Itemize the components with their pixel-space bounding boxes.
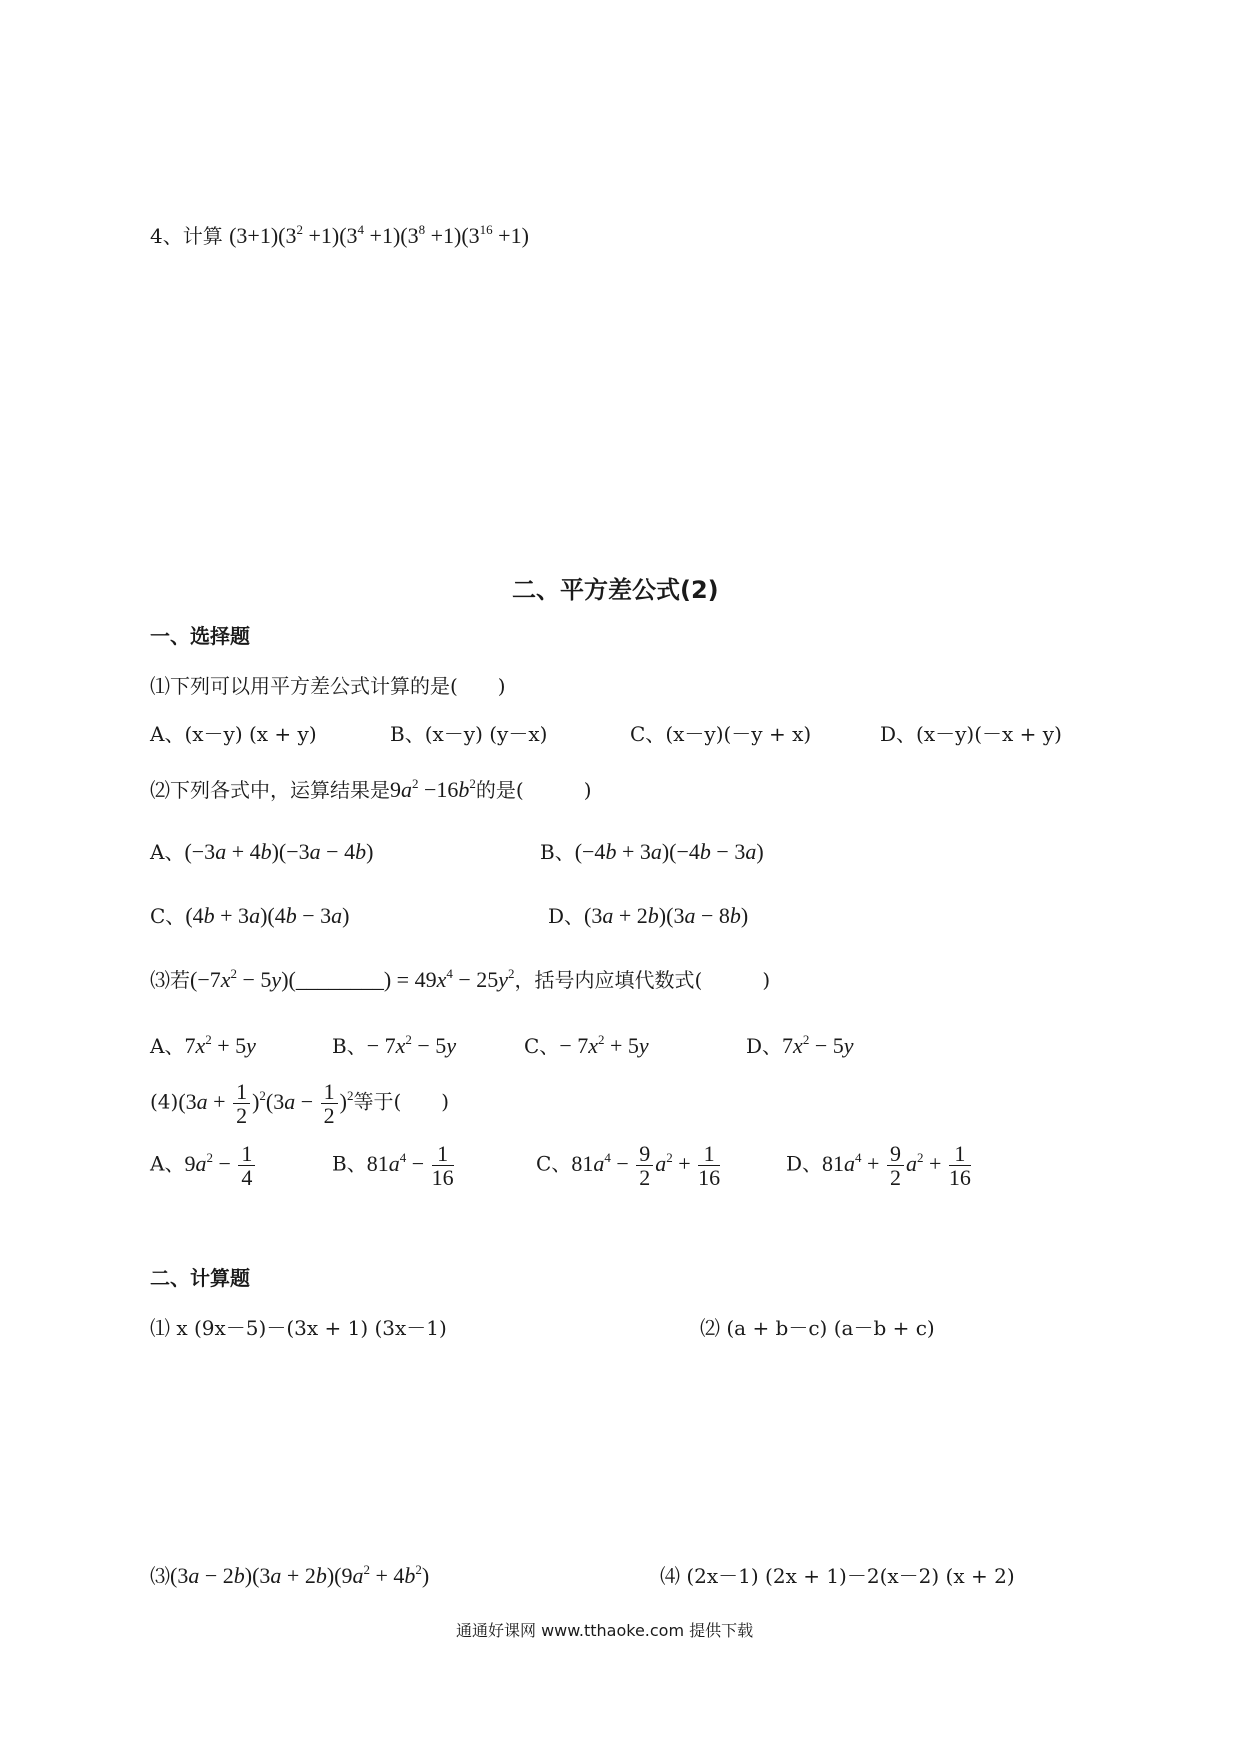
option-expression: $7x^2 + 5y$ [184, 1032, 256, 1058]
problem-4-option-b [332, 1142, 456, 1189]
problem-1-option-b [390, 718, 547, 747]
problem-1-option-d [880, 718, 1062, 747]
option-label: B、 [540, 840, 575, 864]
problem-2-option-c [150, 900, 349, 929]
option-expression: − $7x^2 + 5y$ [559, 1032, 649, 1058]
calc-problem-4: ⑷ (2x－1) (2x + 1)－2(x－2) (x + 2) [660, 1564, 1015, 1588]
problem-3-option-c [524, 1030, 649, 1059]
option-label: B、 [390, 722, 425, 746]
option-label: B、 [332, 1151, 367, 1176]
stem-label: (4) [150, 1089, 179, 1114]
question-4-expression: $(3+1)(3^2 +1)(3^4 +1)(3^8 +1)(3^{16} +1)$ [229, 222, 529, 248]
problem-2-option-d [548, 900, 748, 929]
option-label: D、 [548, 904, 585, 928]
stem-text: ⑶若 [150, 968, 190, 992]
problem-4-option-c [536, 1142, 722, 1189]
page-footer: 通通好课网 www.tthaoke.com 提供下载 [456, 1621, 754, 1640]
question-4-label: 4、计算 [150, 224, 223, 248]
stem-text: 等于( ) [353, 1089, 450, 1114]
problem-4-option-d [786, 1142, 973, 1189]
problem-3-stem [150, 964, 770, 993]
option-expression: $9a^2$ − $\frac{1}{4}$ [184, 1151, 257, 1176]
option-expression: − $7x^2 - 5y$ [366, 1032, 457, 1058]
option-label: A、 [150, 840, 185, 864]
option-label: D、 [880, 722, 917, 746]
option-label: A、 [150, 1034, 185, 1058]
stem-text: 的是( ) [475, 778, 592, 802]
option-text: (x－y)(－x + y) [916, 722, 1062, 746]
section-choice-heading: 一、选择题 [150, 624, 250, 648]
option-expression: (−4b + 3a)(−4b − 3a) [574, 839, 764, 864]
problem-1-option-c [630, 718, 811, 747]
option-label: C、 [524, 1034, 560, 1058]
stem-expression: ($-7x^2$ − 5y)(________) = $49x^4 - 25y^2$ [190, 966, 515, 992]
stem-expression: $9a^2 -16b^2$ [390, 776, 476, 802]
page-title: 二、平方差公式(2) [512, 576, 719, 604]
problem-3-option-a [150, 1030, 256, 1059]
problem-3-option-d [746, 1030, 854, 1059]
option-expression: $81a^4$ − $\frac{1}{16}$ [366, 1141, 454, 1191]
stem-expression: (3a + $\frac{1}{2}$ )$^2$(3a − $\frac{1}{2}$ )$^2$ [178, 1079, 354, 1129]
calc-problem-1: ⑴ x (9x－5)－(3x + 1) (3x－1) [150, 1316, 447, 1340]
option-label: D、 [746, 1034, 783, 1058]
problem-2-stem [150, 774, 592, 803]
option-expression: (4b + 3a)(4b − 3a) [185, 903, 350, 928]
problem-3-option-b [332, 1030, 456, 1059]
problem-2-option-b [540, 836, 764, 865]
option-expression: (−3a + 4b)(−3a − 4b) [184, 839, 374, 864]
option-expression: $81a^4$ + $\frac{9}{2}$ $a^2$ + $\frac{1}{16}$ [822, 1141, 971, 1191]
calc-problem-2: ⑵ (a + b－c) (a－b + c) [700, 1316, 935, 1340]
problem-1-option-a [150, 718, 317, 747]
section-calc-heading: 二、计算题 [150, 1266, 250, 1290]
question-4 [150, 220, 529, 249]
option-label: C、 [150, 904, 186, 928]
problem-4-stem [150, 1080, 449, 1127]
option-label: A、 [150, 722, 185, 746]
option-expression: (3a + 2b)(3a − 8b) [584, 903, 749, 928]
option-expression: $81a^4$ − $\frac{9}{2}$ $a^2$ + $\frac{1}{16}$ [571, 1141, 721, 1191]
calc-label: ⑶ [150, 1564, 170, 1588]
option-label: B、 [332, 1034, 367, 1058]
stem-text: ⑵下列各式中，运算结果是 [150, 778, 390, 802]
problem-1-stem: ⑴下列可以用平方差公式计算的是( ) [150, 674, 506, 698]
option-text: (x－y) (y－x) [424, 722, 548, 746]
calc-problem-3 [150, 1560, 429, 1589]
option-label: C、 [630, 722, 666, 746]
option-text: (x－y) (x + y) [184, 722, 317, 746]
option-label: D、 [786, 1151, 823, 1176]
stem-text: ，括号内应填代数式( ) [514, 968, 771, 992]
problem-2-option-a [150, 836, 373, 865]
problem-4-option-a [150, 1142, 257, 1189]
option-text: (x－y)(－y + x) [665, 722, 812, 746]
calc-expression: $(3a - 2b)(3a + 2b)(9a^2 + 4b^2)$ [170, 1562, 430, 1588]
option-label: A、 [150, 1151, 185, 1176]
option-expression: $7x^2 - 5y$ [782, 1032, 854, 1058]
option-label: C、 [536, 1151, 572, 1176]
